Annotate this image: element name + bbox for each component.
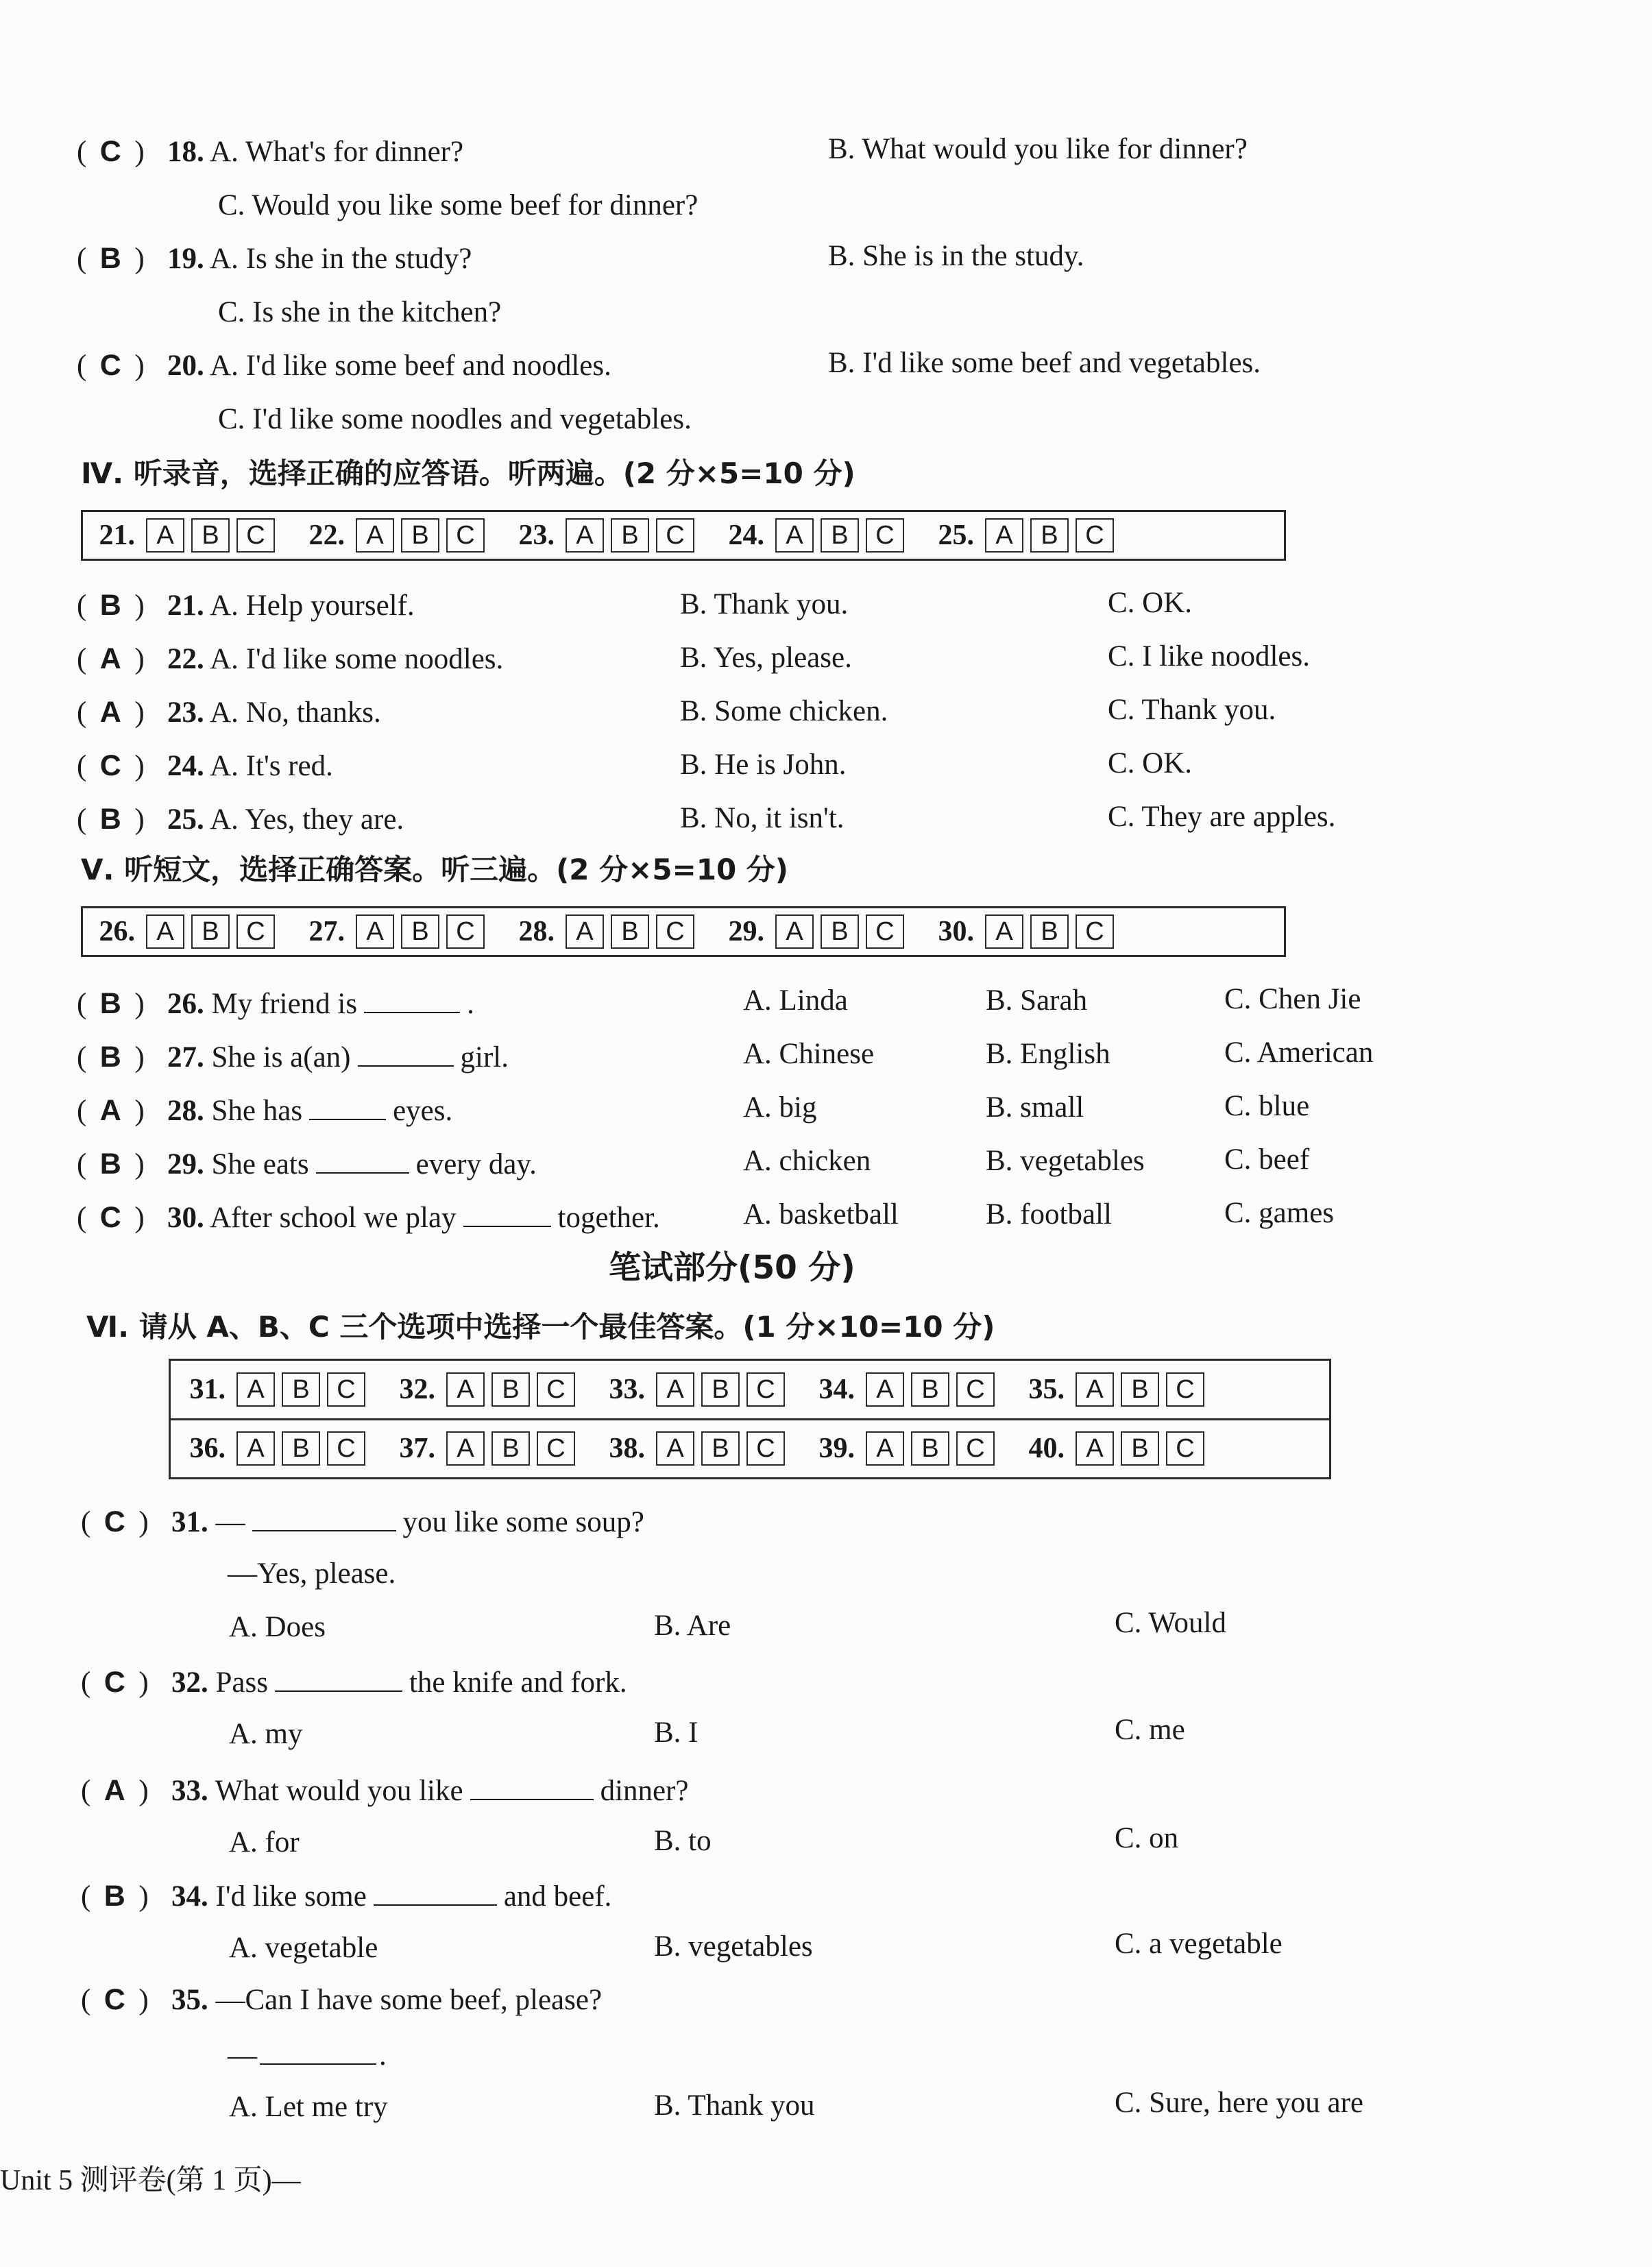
question-text-after: together. <box>557 1202 660 1234</box>
answer-sheet-number: 22. <box>308 520 345 551</box>
answer-blank <box>374 1880 497 1906</box>
question-number: 26. <box>167 988 204 1020</box>
answer-blank <box>316 1148 409 1174</box>
option-a: A. my <box>229 1718 303 1750</box>
answer-box: A <box>866 1372 904 1407</box>
option-a: A. for <box>229 1826 300 1858</box>
question-text: What would you like <box>208 1775 463 1807</box>
answer-box: A <box>146 518 184 553</box>
answer-box: B <box>491 1431 530 1466</box>
option-b: B. English <box>986 1038 1110 1070</box>
answer-box: C <box>446 914 485 949</box>
answer-box: A <box>1076 1372 1114 1407</box>
question-text-after: every day. <box>415 1148 537 1180</box>
answer-box: C <box>746 1431 785 1466</box>
option-c: C. Chen Jie <box>1224 983 1361 1015</box>
question-text: She eats <box>204 1148 309 1180</box>
answer-sheet-item <box>295 518 485 553</box>
answer-box: B <box>701 1431 740 1466</box>
option-b: B. I <box>654 1717 699 1749</box>
answer-sheet-item <box>805 1372 995 1407</box>
dialogue-reply <box>228 2039 387 2070</box>
answer-sheet-number: 33. <box>609 1374 645 1405</box>
option-c: C. me <box>1115 1714 1185 1746</box>
answer-sheet-number: 27. <box>308 916 345 947</box>
question-row <box>77 698 381 727</box>
question-stem <box>81 1985 602 2015</box>
answer-blank <box>358 1041 454 1067</box>
option-a: A. basketball <box>743 1198 899 1231</box>
answer-letter: B <box>99 1041 121 1074</box>
answer-paren: ( B ) <box>77 242 145 275</box>
answer-box: C <box>656 914 694 949</box>
question-number: 23. <box>167 696 204 729</box>
section5-answer-sheet <box>81 906 1286 957</box>
reply-text: —Yes, please. <box>228 1557 396 1590</box>
answer-sheet-number: 31. <box>189 1374 226 1405</box>
question-row <box>77 244 472 274</box>
answer-box: A <box>866 1431 904 1466</box>
answer-letter: C <box>99 135 121 168</box>
answer-blank <box>364 987 460 1013</box>
option-b: B. She is in the study. <box>828 240 1084 272</box>
option-c: C. Is she in the kitchen? <box>218 296 502 328</box>
option-c: C. on <box>1115 1822 1179 1854</box>
question-stem <box>77 590 415 622</box>
answer-box: B <box>491 1372 530 1407</box>
answer-blank <box>275 1666 402 1692</box>
question-text: —Can I have some beef, please? <box>208 1984 603 2016</box>
option-b: B. vegetables <box>986 1145 1145 1177</box>
answer-letter: B <box>99 1148 121 1180</box>
answer-box: B <box>282 1372 320 1407</box>
answer-sheet-number: 37. <box>399 1433 435 1464</box>
section6-heading: Ⅵ. 请从 A、B、C 三个选项中选择一个最佳答案。(1 分×10=10 分) <box>86 1310 995 1344</box>
answer-box: C <box>866 518 904 553</box>
answer-sheet-number: 30. <box>938 916 974 947</box>
answer-box: C <box>327 1372 365 1407</box>
question-stem <box>77 696 381 729</box>
option-a: A. vegetable <box>229 1932 378 1964</box>
answer-paren: ( B ) <box>77 1041 145 1074</box>
question-text: My friend is <box>204 988 358 1020</box>
answer-box: C <box>537 1431 575 1466</box>
answer-letter: A <box>99 642 121 675</box>
answer-box: B <box>911 1372 949 1407</box>
option-c: C. OK. <box>1108 587 1193 619</box>
answer-letter: C <box>104 1505 125 1538</box>
question-text-after: you like some soup? <box>402 1506 644 1538</box>
question-number: 25. <box>167 803 204 836</box>
answer-box: B <box>1030 914 1069 949</box>
option-a: A. Linda <box>743 984 848 1017</box>
answer-box: A <box>356 914 394 949</box>
option-c: C. American <box>1224 1036 1374 1069</box>
question-text: Pass <box>208 1666 268 1699</box>
question-number: 33. <box>171 1775 208 1807</box>
option-a: A. I'd like some beef and noodles. <box>204 350 611 382</box>
answer-paren: ( B ) <box>77 987 145 1020</box>
question-number: 19. <box>167 243 204 275</box>
option-a: A. Chinese <box>743 1038 875 1070</box>
answer-sheet-item <box>925 914 1114 949</box>
question-stem <box>77 643 503 675</box>
question-row <box>77 591 415 620</box>
answer-blank <box>463 1201 551 1227</box>
option-c: C. They are apples. <box>1108 801 1336 833</box>
question-text: She has <box>204 1095 303 1127</box>
answer-box: A <box>566 914 604 949</box>
answer-box: B <box>1121 1431 1159 1466</box>
question-number: 35. <box>171 1984 208 2016</box>
answer-sheet-item <box>1015 1431 1204 1466</box>
answer-letter: B <box>99 242 121 275</box>
answer-letter: C <box>99 749 121 782</box>
answer-sheet-number: 32. <box>399 1374 435 1405</box>
answer-box: A <box>775 518 814 553</box>
answer-paren: ( A ) <box>77 642 145 675</box>
question-stem <box>81 1774 689 1806</box>
answer-paren: ( A ) <box>77 696 145 729</box>
answer-sheet-item <box>295 914 485 949</box>
answer-sheet-item <box>176 1372 365 1407</box>
option-b: B. to <box>654 1825 712 1857</box>
answer-box: C <box>236 914 275 949</box>
answer-box: C <box>327 1431 365 1466</box>
answer-box: A <box>985 518 1023 553</box>
question-row <box>77 644 503 674</box>
option-b: B. Are <box>654 1610 731 1642</box>
answer-sheet-number: 25. <box>938 520 974 551</box>
question-number: 29. <box>167 1148 204 1180</box>
question-number: 31. <box>171 1506 208 1538</box>
answer-letter: C <box>104 1983 125 2016</box>
page-footer: Unit 5 测评卷(第 1 页)— <box>0 2165 301 2196</box>
answer-letter: C <box>104 1666 125 1699</box>
answer-box: A <box>446 1372 485 1407</box>
question-text: — <box>208 1506 245 1538</box>
option-c: C. Thank you. <box>1108 694 1276 726</box>
question-stem <box>81 1505 644 1537</box>
question-stem <box>77 1094 452 1126</box>
section6-answer-sheet <box>169 1359 1331 1479</box>
answer-letter: B <box>99 987 121 1020</box>
answer-sheet-item <box>86 914 275 949</box>
answer-sheet-number: 35. <box>1028 1374 1065 1405</box>
answer-sheet-number: 24. <box>728 520 764 551</box>
answer-box: C <box>1166 1372 1204 1407</box>
option-a: A. big <box>743 1091 817 1124</box>
answer-sheet-number: 40. <box>1028 1433 1065 1464</box>
answer-box: A <box>356 518 394 553</box>
answer-box: C <box>746 1372 785 1407</box>
answer-sheet-item <box>176 1431 365 1466</box>
option-b: B. small <box>986 1091 1084 1124</box>
answer-sheet-number: 26. <box>99 916 135 947</box>
option-b: B. Yes, please. <box>680 642 852 674</box>
answer-paren: ( B ) <box>77 589 145 622</box>
answer-sheet-number: 29. <box>728 916 764 947</box>
answer-box: B <box>821 518 859 553</box>
question-stem <box>77 1201 660 1233</box>
answer-box: B <box>191 914 230 949</box>
answer-box: C <box>236 518 275 553</box>
answer-box: C <box>656 518 694 553</box>
question-stem <box>77 1041 509 1072</box>
question-row <box>77 805 404 834</box>
answer-box: B <box>282 1431 320 1466</box>
option-a: A. What's for dinner? <box>204 136 464 168</box>
option-b: B. I'd like some beef and vegetables. <box>828 347 1261 379</box>
answer-box: B <box>1030 518 1069 553</box>
question-text-after: eyes. <box>393 1095 453 1127</box>
option-b: B. vegetables <box>654 1930 813 1963</box>
answer-box: C <box>537 1372 575 1407</box>
option-a: A. Does <box>229 1611 326 1643</box>
answer-paren: ( C ) <box>81 1666 149 1699</box>
answer-box: B <box>191 518 230 553</box>
answer-box: B <box>911 1431 949 1466</box>
option-a: A. I'd like some noodles. <box>204 643 504 675</box>
reply-end: . <box>379 2039 387 2072</box>
answer-box: C <box>956 1431 995 1466</box>
answer-sheet-number: 28. <box>518 916 555 947</box>
option-c: C. I like noodles. <box>1108 640 1310 672</box>
answer-sheet-item <box>86 518 275 553</box>
answer-box: C <box>956 1372 995 1407</box>
question-number: 27. <box>167 1041 204 1074</box>
answer-box: A <box>656 1372 694 1407</box>
answer-letter: A <box>99 1094 121 1127</box>
option-a: A. No, thanks. <box>204 696 381 729</box>
answer-sheet-item <box>386 1431 575 1466</box>
question-number: 30. <box>167 1202 204 1234</box>
question-row <box>77 751 333 781</box>
section5-heading: Ⅴ. 听短文，选择正确答案。听三遍。(2 分×5=10 分) <box>81 853 788 886</box>
section4-answer-sheet <box>81 510 1286 561</box>
option-c: C. Would <box>1115 1607 1226 1639</box>
answer-paren: ( C ) <box>77 749 145 782</box>
answer-box: B <box>821 914 859 949</box>
question-stem <box>77 243 472 275</box>
answer-box: C <box>1076 518 1114 553</box>
answer-paren: ( C ) <box>81 1505 149 1538</box>
option-b: B. He is John. <box>680 749 847 781</box>
option-b: B. What would you like for dinner? <box>828 133 1248 165</box>
option-b: B. Some chicken. <box>680 695 888 727</box>
answer-paren: ( C ) <box>77 1201 145 1234</box>
question-number: 21. <box>167 590 204 622</box>
question-stem <box>77 136 463 168</box>
answer-sheet-item <box>715 518 904 553</box>
option-c: C. Sure, here you are <box>1115 2087 1363 2119</box>
answer-letter: A <box>104 1774 125 1807</box>
answer-letter: B <box>99 803 121 836</box>
answer-box: B <box>701 1372 740 1407</box>
question-text: She is a(an) <box>204 1041 351 1074</box>
option-c: C. OK. <box>1108 747 1193 779</box>
answer-blank <box>309 1094 386 1120</box>
answer-sheet-item <box>596 1372 785 1407</box>
answer-sheet-number: 34. <box>818 1374 855 1405</box>
answer-blank <box>260 2039 376 2065</box>
answer-sheet-number: 21. <box>99 520 135 551</box>
option-b: B. Thank you. <box>680 588 849 620</box>
question-text-after: dinner? <box>600 1775 689 1807</box>
answer-box: A <box>236 1431 275 1466</box>
answer-blank <box>252 1505 396 1531</box>
option-b: B. football <box>986 1198 1112 1231</box>
answer-box: A <box>446 1431 485 1466</box>
answer-paren: ( C ) <box>77 349 145 382</box>
answer-sheet-number: 39. <box>818 1433 855 1464</box>
answer-sheet-item <box>596 1431 785 1466</box>
option-c: C. blue <box>1224 1090 1310 1122</box>
answer-paren: ( C ) <box>77 135 145 168</box>
answer-box: B <box>1121 1372 1159 1407</box>
question-stem <box>77 350 611 382</box>
option-a: A. Is she in the study? <box>204 243 472 275</box>
question-stem <box>77 987 474 1019</box>
answer-box: B <box>611 518 649 553</box>
answer-box: C <box>446 518 485 553</box>
answer-blank <box>470 1774 594 1800</box>
option-a: A. Yes, they are. <box>204 803 404 836</box>
option-c: C. I'd like some noodles and vegetables. <box>218 403 692 435</box>
option-b: B. Sarah <box>986 984 1088 1017</box>
option-c: C. games <box>1224 1197 1335 1229</box>
answer-box: B <box>611 914 649 949</box>
answer-letter: A <box>99 696 121 729</box>
answer-box: A <box>656 1431 694 1466</box>
question-number: 18. <box>167 136 204 168</box>
answer-letter: C <box>99 349 121 382</box>
question-number: 28. <box>167 1095 204 1127</box>
question-text-after: and beef. <box>503 1880 612 1913</box>
dialogue-reply <box>228 1559 396 1588</box>
answer-box: C <box>866 914 904 949</box>
question-number: 22. <box>167 643 204 675</box>
question-number: 32. <box>171 1666 208 1699</box>
option-c: C. Would you like some beef for dinner? <box>218 189 699 221</box>
answer-paren: ( B ) <box>77 1148 145 1180</box>
answer-paren: ( B ) <box>81 1880 149 1913</box>
question-number: 24. <box>167 750 204 782</box>
question-text: After school we play <box>204 1202 457 1234</box>
answer-paren: ( A ) <box>77 1094 145 1127</box>
option-c: C. beef <box>1224 1143 1310 1176</box>
question-stem <box>77 750 333 782</box>
question-stem <box>77 803 404 836</box>
question-row <box>77 137 463 167</box>
answer-box: A <box>775 914 814 949</box>
answer-letter: B <box>104 1880 125 1913</box>
answer-box: B <box>401 914 439 949</box>
answer-sheet-item <box>505 914 694 949</box>
answer-box: A <box>1076 1431 1114 1466</box>
question-text-after: the knife and fork. <box>409 1666 627 1699</box>
question-text: I'd like some <box>208 1880 367 1913</box>
answer-box: A <box>236 1372 275 1407</box>
answer-sheet-item <box>505 518 694 553</box>
written-part-title: 笔试部分(50 分) <box>609 1249 855 1287</box>
option-b: B. Thank you <box>654 2089 815 2122</box>
answer-box: B <box>401 518 439 553</box>
answer-letter: B <box>99 589 121 622</box>
answer-paren: ( A ) <box>81 1774 149 1807</box>
answer-sheet-item <box>1015 1372 1204 1407</box>
answer-sheet-number: 36. <box>189 1433 226 1464</box>
question-number: 20. <box>167 350 204 382</box>
question-number: 34. <box>171 1880 208 1913</box>
answer-box: A <box>985 914 1023 949</box>
answer-sheet-number: 23. <box>518 520 555 551</box>
answer-letter: C <box>99 1201 121 1234</box>
option-a: A. Let me try <box>229 2091 388 2123</box>
question-row <box>77 351 611 380</box>
answer-sheet-number: 38. <box>609 1433 645 1464</box>
question-stem <box>81 1880 611 1911</box>
question-text-after: girl. <box>460 1041 509 1074</box>
answer-paren: ( C ) <box>81 1983 149 2016</box>
answer-box: C <box>1076 914 1114 949</box>
reply-text: — <box>228 2039 257 2072</box>
answer-paren: ( B ) <box>77 803 145 836</box>
option-a: A. It's red. <box>204 750 333 782</box>
answer-sheet-item <box>805 1431 995 1466</box>
option-b: B. No, it isn't. <box>680 802 845 834</box>
question-stem <box>81 1666 627 1697</box>
answer-box: A <box>146 914 184 949</box>
option-c: C. a vegetable <box>1115 1928 1283 1960</box>
answer-sheet-item <box>386 1372 575 1407</box>
answer-sheet-item <box>925 518 1114 553</box>
option-a: A. Help yourself. <box>204 590 415 622</box>
question-text-after: . <box>467 988 474 1020</box>
answer-box: A <box>566 518 604 553</box>
section4-heading: Ⅳ. 听录音，选择正确的应答语。听两遍。(2 分×5=10 分) <box>81 457 855 490</box>
option-a: A. chicken <box>743 1145 871 1177</box>
answer-box: C <box>1166 1431 1204 1466</box>
question-stem <box>77 1148 537 1179</box>
answer-sheet-item <box>715 914 904 949</box>
